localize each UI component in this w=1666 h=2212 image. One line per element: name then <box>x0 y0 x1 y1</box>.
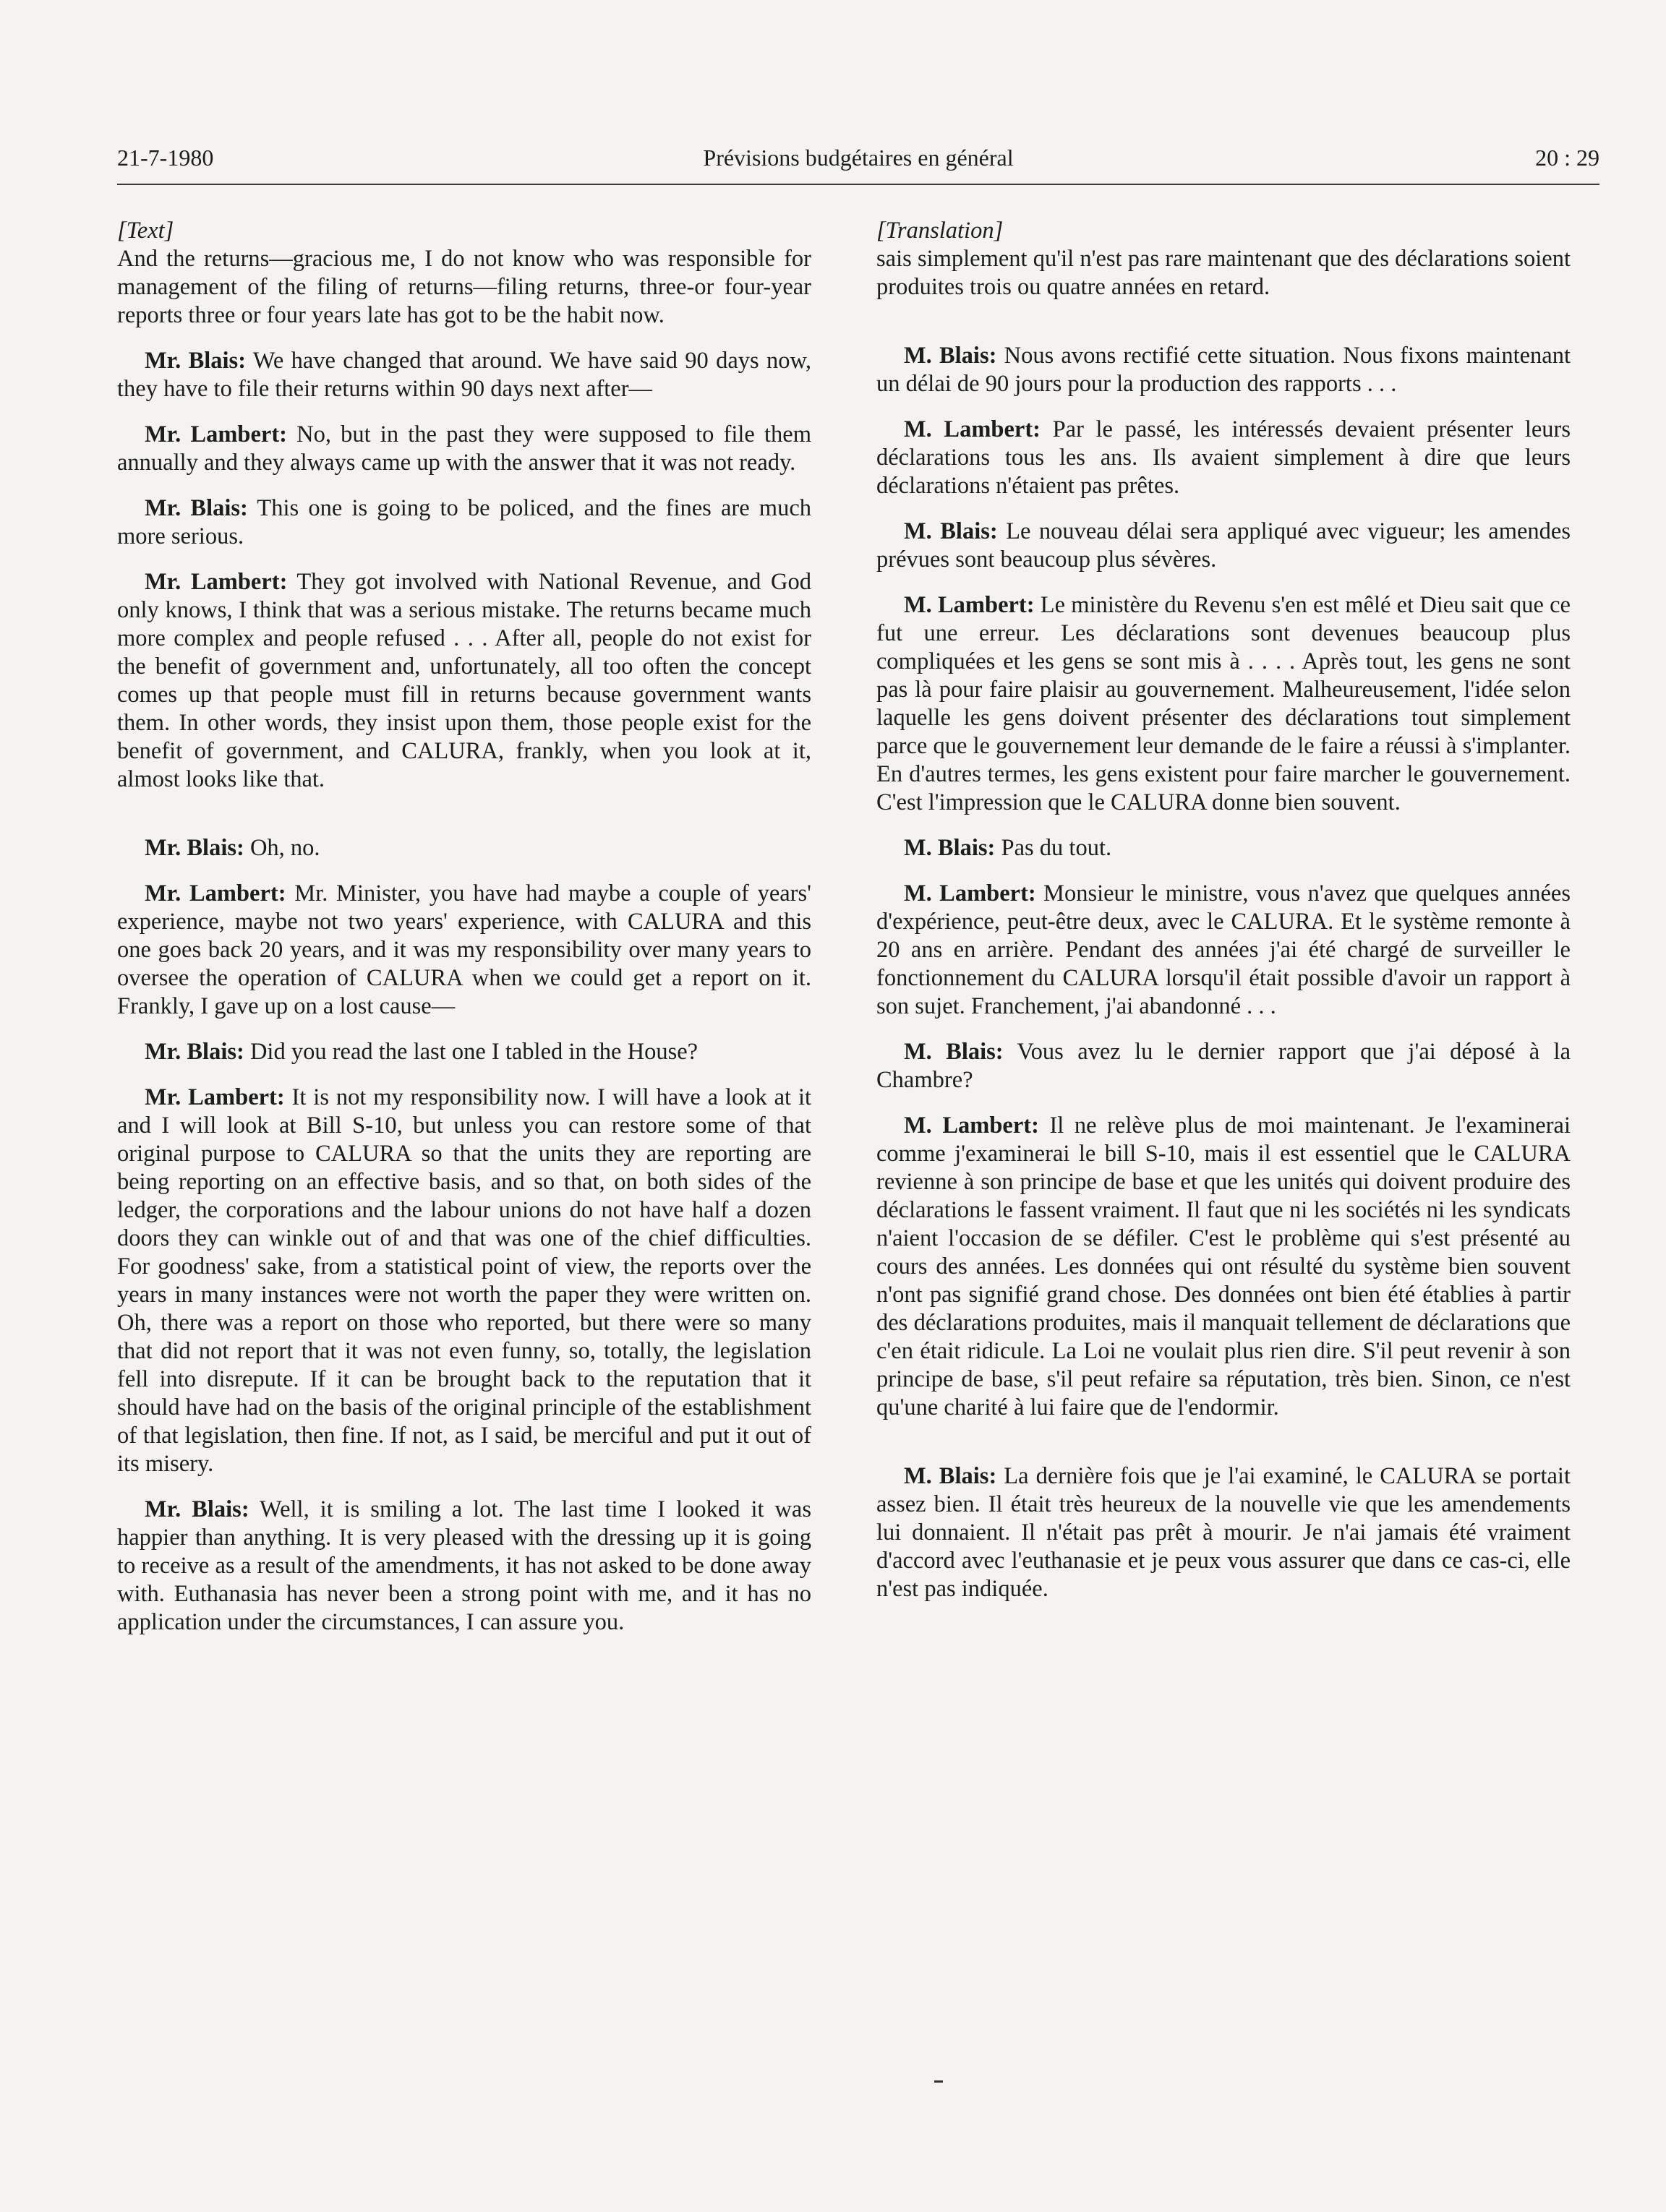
speech-paragraph <box>117 421 811 477</box>
speech-paragraph <box>117 1084 811 1478</box>
speaker-name: M. Blais: <box>904 1039 1004 1065</box>
speaker-name: M. Lambert: <box>904 880 1036 906</box>
speech-paragraph <box>876 1038 1571 1094</box>
speech-text: Vous avez lu le dernier rapport que j'ai déposé à la Chambre? <box>876 1039 1571 1093</box>
french-column <box>876 217 1571 1603</box>
speech-paragraph <box>876 1112 1571 1422</box>
speaker-name: M. Blais: <box>904 1463 997 1489</box>
speech-paragraph <box>876 834 1571 862</box>
speech-paragraph <box>117 494 811 551</box>
speech-text: Nous avons rectifié cette situation. Nous fixons maintenant un délai de 90 jours pour la production des rapports . . . <box>876 343 1571 397</box>
speaker-name: Mr. Blais: <box>145 1496 249 1522</box>
speech-paragraph <box>117 880 811 1021</box>
speaker-name: Mr. Blais: <box>145 495 248 521</box>
speaker-name: M. Lambert: <box>904 416 1041 442</box>
speech-text: Did you read the last one I tabled in the House? <box>244 1039 699 1065</box>
speech-text: Il ne relève plus de moi maintenant. Je l'examinerai comme j'examinerai le bill S-10, mais il est essentiel que le CALURA revienne à son principe de base et que les unités qui doivent produire des déclarations le fassent vraiment. Il faut que ni les sociétés ni les syndicats n'aient l'occasion de se défiler. C'est le problème qui s'est présenté au cours des années. Les données qui ont résulté du système bien souvent n'ont pas signifié grand chose. Des données ont bien été établies à partir des déclarations produites, mais il manquait tellement de déclarations que c'en était ridicule. La Loi ne voulait plus rien dire. S'il peut revenir à son principe de base, s'il peut refaire sa réputation, très bien. Sinon, ce n'est qu'une charité à lui faire que de l'endormir. <box>876 1113 1571 1420</box>
speech-paragraph <box>117 347 811 403</box>
speech-text: Monsieur le ministre, vous n'avez que quelques années d'expérience, peut-être deux, avec le CALURA. Et le système remonte à 20 ans en arrière. Pendant des années j'ai été chargé de surveiller le fonctionnement du CALURA lorsqu'il était possible d'avoir un rapport à son sujet. Franchement, j'ai abandonné . . . <box>876 880 1571 1019</box>
speech-text: Mr. Minister, you have had maybe a couple of years' experience, maybe not two years' experience, with CALURA and this one goes back 20 years, and it was my responsibility over many years to oversee the operation of CALURA when we could get a report on it. Frankly, I gave up on a lost cause— <box>117 880 812 1019</box>
speaker-name: M. Blais: <box>904 518 998 544</box>
speech-text: Oh, no. <box>244 835 320 861</box>
speech-text: Par le passé, les intéressés devaient présenter leurs déclarations tous les ans. Ils avaient simplement à dire que leurs déclarations n'étaient pas prêtes. <box>876 416 1571 499</box>
speaker-name: Mr. Blais: <box>145 1039 244 1065</box>
header-date: 21-7-1980 <box>117 145 214 171</box>
speaker-name: M. Blais: <box>904 835 996 861</box>
header-page-number: 20 : 29 <box>1535 145 1599 171</box>
speech-paragraph <box>876 416 1571 500</box>
speaker-name: Mr. Lambert: <box>145 1084 285 1110</box>
section-marker: [Translation] <box>876 218 1004 244</box>
speech-text: This one is going to be policed, and the fines are much more serious. <box>117 495 811 549</box>
speech-text: Le nouveau délai sera appliqué avec vigueur; les amendes prévues sont beaucoup plus sévères. <box>876 518 1571 573</box>
speech-paragraph <box>117 1496 811 1637</box>
speech-paragraph <box>876 518 1571 574</box>
speech-paragraph <box>876 591 1571 817</box>
speaker-name: Mr. Blais: <box>145 835 244 861</box>
speech-paragraph <box>117 1038 811 1066</box>
speech-text: Pas du tout. <box>995 835 1112 861</box>
speech-text: Le ministère du Revenu s'en est mêlé et Dieu sait que ce fut une erreur. Les déclarations sont devenues beaucoup plus compliquées et les gens se sont mis à . . . . Après tout, les gens ne sont pas là pour faire plaisir au gouvernement. Malheureusement, l'idée selon laquelle les gens doivent présenter des déclarations tout simplement parce que le gouvernement leur demande de le faire a réussi à s'implanter. En d'autres termes, les gens existent pour faire marcher le gouvernement. C'est l'impression que le CALURA donne bien souvent. <box>876 592 1571 815</box>
speaker-name: Mr. Blais: <box>145 348 247 374</box>
speech-text: La dernière fois que je l'ai examiné, le CALURA se portait assez bien. Il était très heureux de la nouvelle vie que les amendements lui donnaient. Il n'était pas prêt à mourir. Je n'ai jamais été vraiment d'accord avec l'euthanasie et je peux vous assurer que dans ce cas-ci, elle n'est pas indiquée. <box>876 1463 1571 1602</box>
speech-paragraph <box>117 834 811 862</box>
header-title: Prévisions budgétaires en général <box>703 145 1014 171</box>
speaker-name: Mr. Lambert: <box>145 421 287 447</box>
speech-paragraph <box>876 342 1571 398</box>
intro-paragraph: And the returns—gracious me, I do not know who was responsible for management of the filing of returns—filing returns, three-or four-year reports three or four years late has got to be the habit now. <box>117 246 811 328</box>
speaker-name: Mr. Lambert: <box>145 569 288 595</box>
header-rule <box>117 184 1599 185</box>
speaker-name: M. Blais: <box>904 343 997 369</box>
speaker-name: M. Lambert: <box>904 1113 1039 1139</box>
speech-text: They got involved with National Revenue, and God only knows, I think that was a serious mistake. The returns became much more complex and people refused . . . After all, people do not exist for the benefit of government and, unfortunately, all too often the concept comes up that people must fill in returns because government wants them. In other words, they insist upon them, those people exist for the benefit of government, and CALURA, frankly, when you look at it, almost looks like that. <box>117 569 811 792</box>
speech-text: It is not my responsibility now. I will have a look at it and I will look at Bill S-10, but unless you can restore some of that original purpose to CALURA so that the units they are reporting are being reporting on an effective basis, and so that, on both sides of the ledger, the corporations and the labour unions do not have half a dozen doors they can winkle out of and that was one of the chief difficulties. For goodness' sake, from a statistical point of view, the reports over the years in many instances were not worth the paper they were written on. Oh, there was a report on those who reported, but there were so many that did not report that it was not even funny, so, totally, the legislation fell into disrepute. If it can be brought back to the reputation that it should have had on the basis of the original principle of the establishment of that legislation, then fine. If not, as I said, be merciful and put it out of its misery. <box>117 1084 811 1477</box>
page-mark <box>934 2080 943 2083</box>
speaker-name: M. Lambert: <box>904 592 1035 618</box>
intro-paragraph: sais simplement qu'il n'est pas rare maintenant que des déclarations soient produites trois ou quatre années en retard. <box>876 246 1571 300</box>
speaker-name: Mr. Lambert: <box>145 880 286 906</box>
section-marker: [Text] <box>117 218 174 244</box>
speech-paragraph <box>117 568 811 794</box>
speech-text: We have changed that around. We have said 90 days now, they have to file their returns within 90 days next after— <box>117 348 811 402</box>
speech-paragraph <box>876 880 1571 1021</box>
speech-text: Well, it is smiling a lot. The last time I looked it was happier than anything. It is very pleased with the dressing up it is going to receive as a result of the amendments, it has not asked to be done away with. Euthanasia has never been a strong point with me, and it has no application under the circumstances, I can assure you. <box>117 1496 811 1635</box>
speech-text: No, but in the past they were supposed to file them annually and they always came up with the answer that it was not ready. <box>117 421 811 476</box>
running-header <box>117 145 1599 185</box>
speech-paragraph <box>876 1462 1571 1603</box>
english-column <box>117 217 811 1637</box>
